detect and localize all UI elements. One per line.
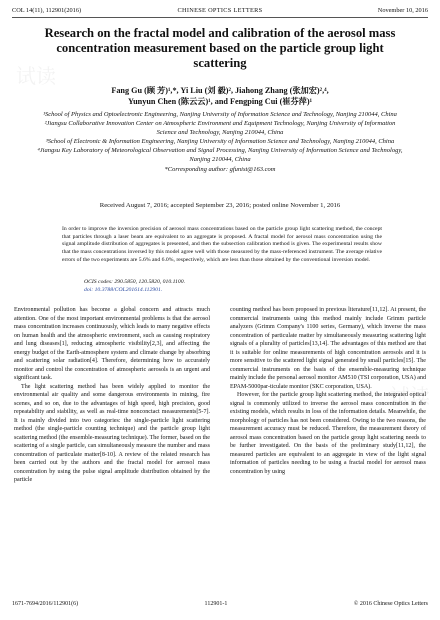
affiliation-2: ²Jiangsu Collaborative Innovation Center on Atmospheric Environment and Equipment Technology, Nanjing University of Information Science and Technology, Nanjing 210044, China	[44, 120, 396, 137]
affiliation-1: ¹School of Physics and Optoelectronic Engineering, Nanjing University of Information Science and Technology, Nanjing 210044, China	[43, 111, 397, 118]
ocis-codes: OCIS codes: 290.5850, 120.5820, 010.1100.	[84, 279, 185, 285]
authors-line-1: Fang Gu (顾 芳)¹,*, Yi Liu (刘 毅)², Jiahong Zhang (张加宏)²,⁴,	[111, 86, 329, 95]
page-number: 112901-1	[204, 601, 228, 607]
affiliations	[34, 110, 406, 174]
abstract: In order to improve the inversion precision of aerosol mass concentrations based on the particle group light scattering method, the concept that particles through a laser beam are equivalent to an aggregate is proposed. A fractal model for aerosol mass concentration using the signal amplitude distribution of aggregates is presented, and then the subsection calibration method is given. The experimental results show that the mass concentrations inversed by this model agree well with those measured by the mass-referenced instrument. The average relative errors of the two experiments are 5.6% and 6.0%, respectively, which are less than those obtained by the conventional inversion model.	[62, 226, 382, 263]
paragraph: However, for the particle group light scattering method, the integrated optical signal is commonly utilized to inverse the aerosol mass concentration in the existing models, which results in loss of the information details. Meanwhile, the morphology of particles has not been considered. Owing to the two reasons, the measurement accuracy must be reduced. Therefore, the measurement theory of aerosol mass concentration based on the particle group light scattering needs to be further investigated. On the basis of the preliminary study[11,12], the measured particles are equivalent to an aggregate in view of the light signal information of particles needing to be using a fractal model for aerosol mass concentration by using	[230, 392, 426, 475]
running-header	[12, 4, 428, 16]
author-list	[40, 86, 400, 107]
body-column-right	[230, 306, 426, 476]
affiliation-4: ⁴Jiangsu Key Laboratory of Meteorological Observation and Signal Processing, Nanjing University of Information Science and Technology, Nanjing 210044, China	[37, 147, 403, 164]
publication-date: November 10, 2016	[377, 6, 428, 14]
journal-citation: COL 14(11), 112901(2016)	[12, 6, 82, 14]
body-column-left	[14, 306, 210, 485]
doi-link[interactable]: doi: 10.3788/COL201614.112901.	[84, 287, 163, 293]
paragraph: The light scattering method has been widely applied to monitor the environmental air quality and some dangerous environments in mining, fire scenes, and so on, due to the advantages of high speed, high precision, good repeatability and stability, as well as real-time nonconctact measurements[5-7]. It is mainly divided into two categories: the single-particle light scattering method (the single-particle counting technique) and the particle group light scattering method (the ensemble-measuring technique). The former, based on the scattering of a single particle, can simultaneously measure the number and mass concentration of particulate matter[8-10]. A review of the related research has been carried out by the authors and the fractal model for aerosol mass concentration by using the pulse signal amplitude distribution obtained by the particle	[14, 383, 210, 483]
watermark: 试读	[390, 384, 430, 408]
affiliation-3: ³School of Electronic & Information Engineering, Nanjing University of Information Science and Technology, Nanjing 210044, China	[45, 138, 395, 146]
paragraph: counting method has been proposed in previous literature[11,12]. At present, the commercial instruments using this method mainly include Grimm particle analyzers (Grimm Company's 1100 series, Germany), which inverse the mass concentration of particulate matter by simultaneously measuring scattering light signals of a plurality of particles[13,14]. The advantages of this method are that it is suitable for online measurements of high concentration aerosols and it is more sensitive to the scattered light signal generated by small particles[15]. The commercial instruments on the basis of the ensemble-measuring technique mainly include the personal aerosol monitor AM510 (TSI corporation, USA) and EPAM-5000par-ticulate monitor (SKC corporation, USA).	[230, 307, 426, 390]
watermark: 试读	[16, 64, 56, 88]
issn-code: 1671-7694/2016/112901(6)	[12, 601, 79, 607]
header-rule	[12, 17, 428, 18]
received-dates: Received August 7, 2016; accepted September 23, 2016; posted online November 1, 2016	[99, 202, 341, 209]
corresponding-author: *Corresponding author: gfunist@163.com	[164, 165, 276, 173]
copyright: © 2016 Chinese Optics Letters	[353, 601, 428, 607]
journal-name: CHINESE OPTICS LETTERS	[177, 6, 263, 14]
page-footer	[12, 601, 428, 607]
authors-line-2: Yunyun Chen (陈云云)¹, and Fengping Cui (崔芬萍)¹	[127, 96, 313, 106]
paragraph: Environmental pollution has become a global concern and attracts much attention. One of the most important environmental problems is that the aerosol mass concentration increases continuously, which leads to many negative effects on human health and the atmospheric environment, such as causing respiratory and lung diseases[1], reducing atmospheric visibility[2,3], and affecting the energy budget of the Earth-atmosphere system and climate change by absorbing and scattering solar radiation[4]. Therefore, determining how to accurately monitor and control the concentration of atmospheric aerosols is an urgent and significant task.	[14, 307, 210, 381]
paper-title: Research on the fractal model and calibration of the aerosol mass concentration measurement based on the particle group light scattering	[44, 26, 396, 70]
